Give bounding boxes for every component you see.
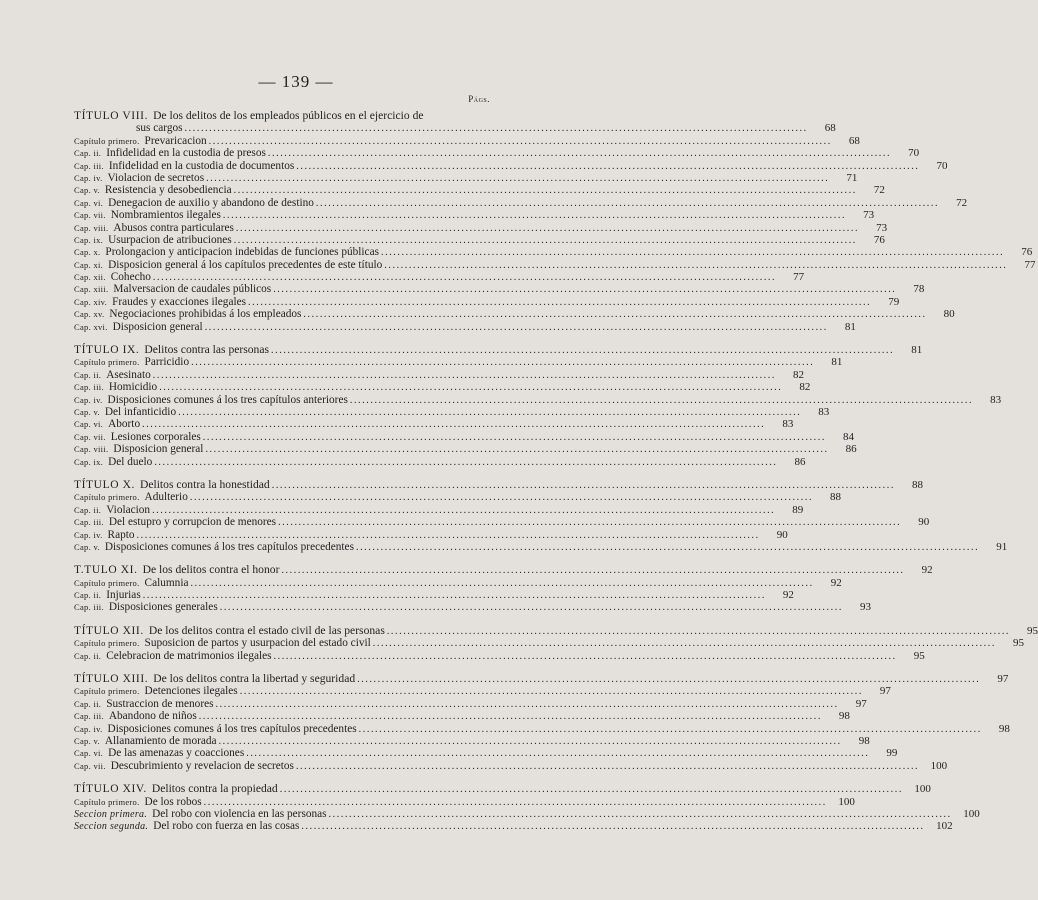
entry-text: Del infanticidio [104,405,177,418]
entry-label: Cap. vi. [74,197,104,208]
toc-entry [74,528,788,541]
entry-page-number: 73 [876,221,888,234]
entry-page-number: 83 [990,393,1002,406]
dot-leader [159,381,782,394]
entry-label: Cap. iii. [74,711,104,722]
dot-leader [301,820,924,833]
dot-leader [303,308,926,321]
toc-entry [74,159,948,172]
toc-title-entry [74,110,502,122]
dot-leader [203,431,826,444]
entry-text: Detenciones ilegales [144,685,238,698]
dot-leader [219,735,842,748]
entry-page-number: 82 [799,381,811,394]
entry-label: Seccion segunda. [74,821,149,833]
entry-page-number: 72 [873,184,885,197]
entry-page-number: 86 [845,443,857,456]
entry-page-number: 98 [858,734,870,747]
toc-entry [74,134,860,147]
entry-page-number: 92 [782,589,794,602]
entry-text: Cohecho [110,271,151,284]
dot-leader [281,564,904,577]
entry-label: Cap. viii. [74,444,109,455]
entry-page-number: 83 [818,405,830,418]
entry-page-number: 97 [879,685,891,698]
entry-page-number: 81 [911,344,923,357]
toc-title-entry [74,782,931,796]
toc-title-entry [74,623,1038,637]
entry-page-number: 70 [936,159,948,172]
toc-entry [74,516,930,529]
dot-leader [204,796,827,809]
toc-entry [74,405,830,418]
entry-label: Cap. iv. [74,529,103,540]
entry-text: Parricidio [144,356,190,369]
entry-page-number: 97 [855,697,867,710]
toc-entry [74,271,805,284]
toc-entry [74,455,806,468]
toc-entry [74,308,955,321]
toc-entry [74,295,900,308]
toc-entry [74,430,854,443]
toc-entry [74,418,794,431]
entry-label: Cap. xiii. [74,284,109,295]
entry-page-number: 95 [913,649,925,662]
dot-leader [223,209,846,222]
entry-label: Capítulo primero. [74,492,140,503]
entry-label: TÍTULO XIV. [74,783,147,796]
dot-leader [205,443,828,456]
entry-page-number: 88 [830,491,842,504]
entry-label: TÍTULO VIII. [74,110,149,122]
entry-label: Cap. xv. [74,309,105,320]
entry-label: TÍTULO IX. [74,344,140,357]
toc-entry [74,795,855,808]
entry-text: Prevaricacion [144,134,207,147]
toc-entry [74,196,968,209]
entry-text: Negociaciones prohibidas á los empleados [109,308,302,321]
dot-leader [209,135,832,148]
toc-entry [74,601,871,614]
entry-page-number: 100 [914,783,931,796]
entry-text: Aborto [108,418,141,431]
dot-leader [384,259,1007,272]
entry-page-number: 71 [846,171,858,184]
dot-leader [280,783,903,796]
entry-text: Adulterio [144,491,188,504]
entry-text: Disposiciones comunes á los tres capítulos precedentes [104,540,354,553]
entry-text: De los robos [144,795,202,808]
dot-leader [185,122,808,135]
entry-page-number: 70 [908,147,920,160]
entry-label: Cap. ii. [74,504,102,515]
dot-leader [206,172,829,185]
entry-page-number: 88 [911,478,923,491]
entry-text: Injurias [106,589,141,602]
entry-page-number: 95 [1012,637,1024,650]
entry-label: TÍTULO XIII. [74,673,149,686]
entry-page-number: 77 [1024,258,1036,271]
entry-text: Malversacion de caudales públicos [113,283,272,296]
entry-label: TÍTULO X. [74,478,135,491]
toc-section [74,343,1002,468]
toc-entry [74,491,842,504]
toc-section [74,623,1038,662]
entry-text: De los delitos contra el estado civil de las personas [148,623,385,637]
entry-text: Asesinato [106,368,151,381]
entry-text: Rapto [107,528,135,541]
entry-text: Del robo con violencia en las personas [152,807,327,820]
table-of-contents [74,109,1038,844]
entry-label: Cap. ii. [74,369,102,380]
dot-leader [356,541,979,554]
entry-text: Disposicion general [113,443,204,456]
entry-text: Delitos contra la propiedad [151,782,278,796]
entry-label: Cap. iii. [74,517,104,528]
toc-entry [74,209,875,222]
entry-page-number: 90 [918,516,930,529]
entry-label: Cap. ii. [74,650,102,661]
toc-entry [74,589,794,602]
toc-section [74,109,1036,333]
entry-label: Capítulo primero. [74,577,140,588]
entry-text: sus cargos [136,122,183,135]
entry-page-number: 95 [1027,624,1038,637]
entry-text: Nombramientos ilegales [110,209,221,222]
dot-leader [359,723,982,736]
entry-page-number: 97 [997,673,1009,686]
entry-page-number: 89 [792,503,804,516]
entry-text: Disposiciones comunes á los tres capítulos anteriores [107,393,348,406]
entry-text: Prolongacion y anticipacion indebidas de funciones públicas [105,246,379,259]
entry-label: Cap. ii. [74,590,102,601]
entry-text: Denegacion de auxilio y abandono de destino [108,196,314,209]
entry-text: Del duelo [108,455,153,468]
entry-page-number: 84 [842,430,854,443]
entry-page-number: 73 [863,209,875,222]
entry-label: Cap. v. [74,406,100,417]
dot-leader [190,491,813,504]
dot-leader [234,184,857,197]
dot-leader [246,747,869,760]
entry-page-number: 90 [776,528,788,541]
entry-page-number: 80 [943,308,955,321]
entry-label: Cap. vii. [74,210,106,221]
entry-label: TÍTULO XII. [74,624,144,637]
entry-text: Delitos contra las personas [144,343,270,357]
dot-leader [273,283,896,296]
dot-leader [152,504,775,517]
entry-label: Cap. ii. [74,698,102,709]
entry-page-number: 98 [838,710,850,723]
dot-leader [154,456,777,469]
entry-text: Resistencia y desobediencia [104,184,232,197]
toc-entry [74,734,870,747]
toc-entry [74,697,867,710]
toc-entry [74,637,1024,650]
toc-title-entry [74,477,923,491]
toc-entry [74,233,885,246]
entry-label: Cap. iii. [74,602,104,613]
entry-text: Violacion [106,503,151,516]
dot-leader [137,529,760,542]
entry-page-number: 82 [792,368,804,381]
toc-entry [74,722,1010,735]
entry-page-number: 78 [913,283,925,296]
toc-entry [74,747,898,760]
entry-text: Suposicion de partos y usurpacion del estado civil [144,637,371,650]
entry-text: Celebracion de matrimonios ilegales [106,649,272,662]
entry-page-number: 100 [963,807,980,820]
toc-entry [74,122,836,135]
toc-entry [74,820,953,833]
entry-text: De los delitos de los empleados públicos en el ejercicio de [153,109,424,122]
entry-page-number: 81 [831,356,843,369]
entry-page-number: 76 [873,233,885,246]
entry-text: Sustraccion de menores [106,697,214,710]
entry-label: Cap. xii. [74,272,106,283]
entry-text: De los delitos contra el honor [142,563,280,577]
toc-entry [74,540,1008,553]
entry-label: Capítulo primero. [74,135,140,146]
entry-text: Fraudes y exacciones ilegales [112,295,247,308]
toc-entry [74,381,811,394]
toc-entry [74,171,858,184]
dot-leader [216,698,839,711]
toc-entry [74,576,842,589]
entry-text: Descubrimiento y revelacion de secretos [110,759,294,772]
entry-text: Delitos contra la honestidad [139,477,270,491]
entry-text: Usurpacion de atribuciones [108,233,232,246]
entry-text: Violacion de secretos [107,171,205,184]
toc-entry [74,807,980,820]
entry-page-number: 79 [888,295,900,308]
entry-label: Cap. v. [74,541,100,552]
entry-label: Cap. iv. [74,394,103,405]
dot-leader [357,673,980,686]
entry-label: Capítulo primero. [74,686,140,697]
entry-label: Cap. v. [74,735,100,746]
toc-entry [74,258,1036,271]
dot-leader [268,147,891,160]
entry-page-number: 76 [1021,246,1033,259]
entry-label: Capítulo primero. [74,357,140,368]
entry-label: T.TULO XI. [74,564,138,577]
toc-entry [74,503,804,516]
toc-title-entry [74,563,933,577]
entry-page-number: 102 [936,820,953,833]
dot-leader [236,222,859,235]
toc-entry [74,283,925,296]
toc-section [74,672,1010,772]
dot-leader [248,296,871,309]
toc-section [74,477,1008,553]
entry-page-number: 98 [998,722,1010,735]
entry-label: Cap. ix. [74,456,104,467]
entry-label: Capítulo primero. [74,796,140,807]
entry-label: Cap. vii. [74,431,106,442]
toc-entry [74,443,857,456]
toc-entry [74,759,948,772]
dot-leader [296,160,919,173]
entry-label: Cap. v. [74,185,100,196]
dot-leader [234,234,857,247]
toc-entry [74,246,1033,259]
entry-page-number: 68 [824,122,836,135]
dot-leader [373,637,996,650]
entry-label: Cap. iii. [74,160,104,171]
entry-text: Allanamiento de morada [104,734,217,747]
entry-page-number: 92 [830,576,842,589]
dot-leader [143,589,766,602]
dot-leader [271,344,894,357]
entry-page-number: 92 [921,564,933,577]
entry-page-number: 99 [886,747,898,760]
entry-text: Infidelidad en la custodia de documentos [108,159,295,172]
entry-text: Abusos contra particulares [113,221,234,234]
entry-text: Disposiciones comunes á los tres capítulos precedentes [107,722,357,735]
dot-leader [272,479,895,492]
dot-leader [329,808,952,821]
entry-text: Calumnia [144,576,189,589]
entry-text: De los delitos contra la libertad y seguridad [153,672,356,686]
dot-leader [191,356,814,369]
entry-page-number: 100 [838,795,855,808]
dot-leader [278,516,901,529]
dot-leader [381,246,1004,259]
dot-leader [316,197,939,210]
entry-text: Lesiones corporales [110,430,201,443]
entry-label: Seccion primera. [74,808,148,820]
dot-leader [296,760,919,773]
entry-page-number: 93 [859,601,871,614]
entry-label: Cap. x. [74,247,101,258]
dot-leader [205,321,828,334]
toc-section [74,563,933,614]
entry-label: Cap. ix. [74,234,104,245]
dot-leader [199,710,822,723]
entry-label: Cap. vi. [74,748,104,759]
entry-page-number: 72 [956,196,968,209]
page-number: — 139 — [258,72,334,91]
dot-leader [178,406,801,419]
dot-leader [350,394,973,407]
dot-leader [153,369,776,382]
entry-text: Disposicion general á los capítulos precedentes de este título [108,258,383,271]
toc-entry [74,356,843,369]
toc-section [74,782,980,833]
toc-entry [74,147,920,160]
toc-entry [74,685,891,698]
entry-text: De las amenazas y coacciones [108,747,245,760]
entry-text: Del estupro y corrupcion de menores [108,516,277,529]
entry-page-number: 77 [793,271,805,284]
entry-page-number: 81 [844,320,856,333]
dot-leader [190,577,813,590]
toc-entry [74,184,885,197]
entry-page-number: 86 [794,455,806,468]
toc-title-entry [74,672,1009,686]
entry-label: Cap. xvi. [74,321,108,332]
entry-label: Cap. iv. [74,723,103,734]
toc-entry [74,649,925,662]
entry-page-number: 91 [996,540,1008,553]
entry-label: Cap. xi. [74,259,104,270]
entry-text: Disposiciones generales [108,601,218,614]
dot-leader [274,650,897,663]
entry-text: Disposicion general [112,320,203,333]
dot-leader [387,625,1010,638]
entry-label: Cap. ii. [74,148,102,159]
toc-entry [74,710,850,723]
entry-label: Capítulo primero. [74,638,140,649]
toc-entry [74,221,888,234]
entry-label: Cap. xiv. [74,296,108,307]
entry-page-number: 68 [848,134,860,147]
entry-text: Del robo con fuerza en las cosas [153,820,300,833]
entry-label: Cap. vii. [74,760,106,771]
toc-entry [74,393,1002,406]
entry-text: Abandono de niños [108,710,197,723]
dot-leader [142,418,765,431]
dot-leader [220,601,843,614]
toc-entry [74,368,804,381]
entry-text: Homicidio [108,381,158,394]
entry-label: Cap. viii. [74,222,109,233]
entry-label: Cap. vi. [74,419,104,430]
dot-leader [153,271,776,284]
toc-title-entry [74,343,923,357]
entry-page-number: 83 [782,418,794,431]
entry-label: Cap. iv. [74,172,103,183]
entry-label: Cap. iii. [74,382,104,393]
pages-column-header: Págs. [468,94,490,104]
dot-leader [240,685,863,698]
entry-page-number: 100 [930,759,948,772]
toc-entry [74,320,856,333]
entry-text: Infidelidad en la custodia de presos [106,147,266,160]
